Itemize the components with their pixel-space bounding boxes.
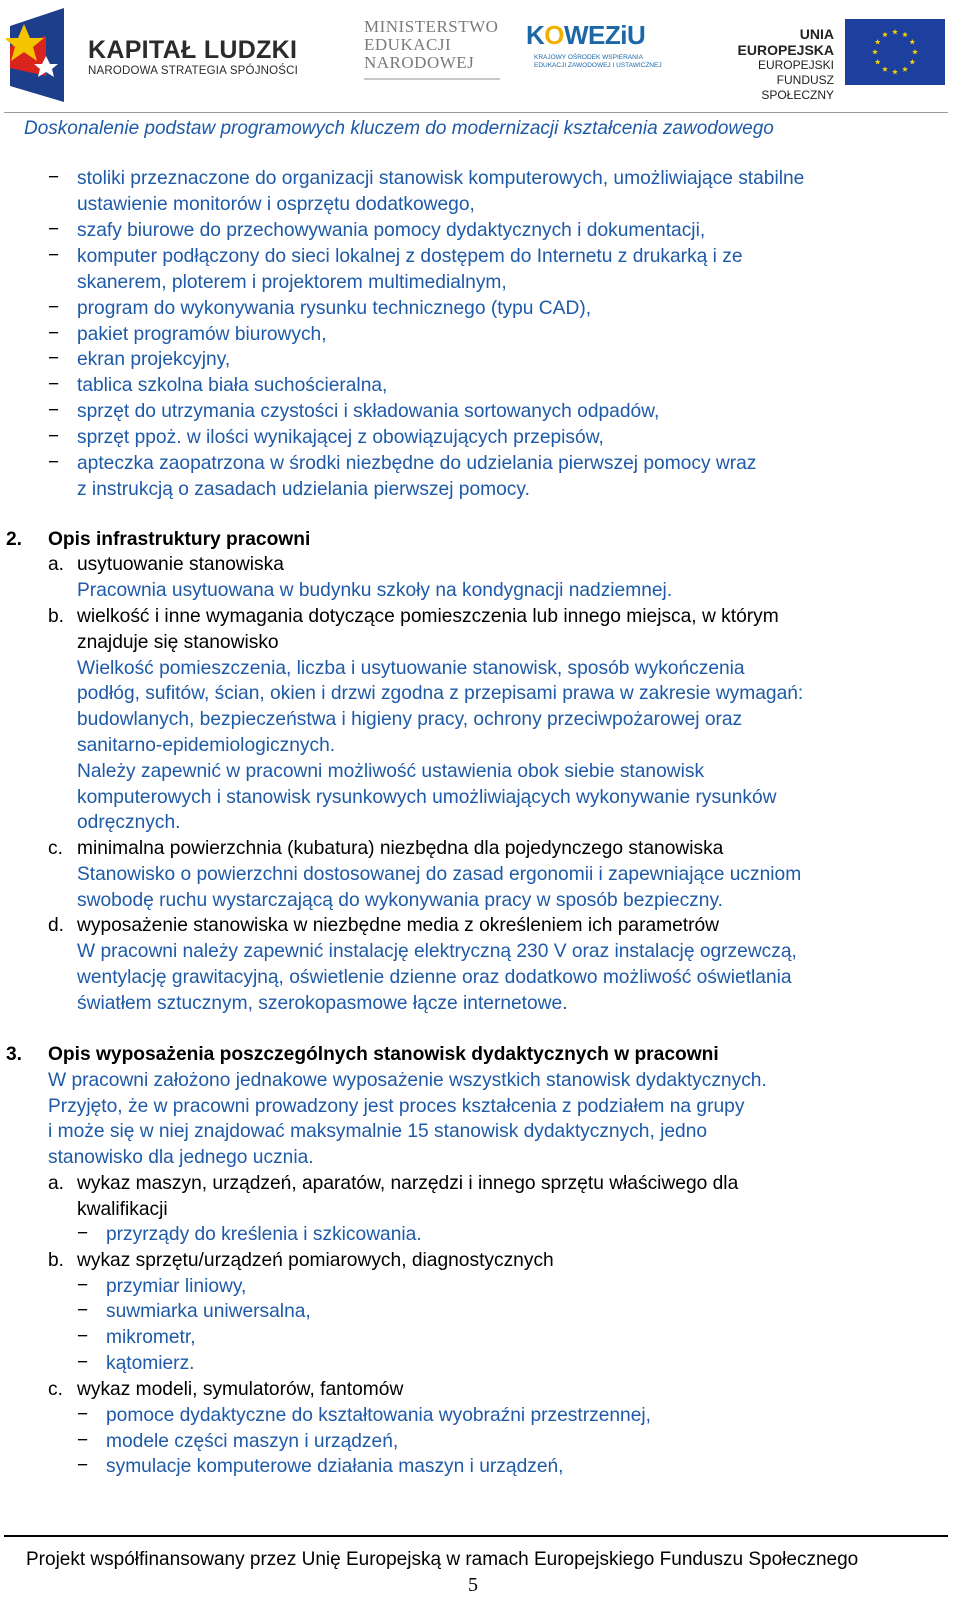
list-item-line: przymiar liniowy, [106,1276,247,1297]
list-dash: − [48,374,60,395]
paragraph-line: odręcznych. [77,812,181,833]
ue-line-1: UNIA EUROPEJSKA [737,26,834,58]
subsection-letter: a. [48,554,65,575]
paragraph-line: swobodę ruchu wystarczającą do wykonywania pracy w sposób bezpieczny. [77,890,723,911]
list-item-line: symulacje komputerowe działania maszyn i urządzeń, [106,1456,564,1477]
kowezu-sub-2: EDUKACJI ZAWODOWEJ I USTAWICZNEJ [534,62,662,69]
list-item-line: program do wykonywania rysunku technicznego (typu CAD), [77,298,592,319]
list-item-line: z instrukcją o zasadach udzielania pierwszej pomocy. [77,479,530,500]
list-dash: − [48,452,60,473]
list-dash: − [77,1326,89,1347]
paragraph-line: Stanowisko o powierzchni dostosowanej do zasad ergonomii i zapewniające uczniom [77,864,802,885]
kowezu-title-rest: WEZiU [564,20,646,50]
list-dash: − [48,297,60,318]
list-dash: − [48,167,60,188]
list-item-line: sprzęt ppoż. w ilości wynikającej z obowiązujących przepisów, [77,427,604,448]
footer-text: Projekt współfinansowany przez Unię Europejską w ramach Europejskiego Funduszu Społecznego [26,1549,859,1570]
subsection-heading: wykaz modeli, symulatorów, fantomów [77,1379,404,1400]
header-caption: Doskonalenie podstaw programowych kluczem do modernizacji kształcenia zawodowego [24,118,774,139]
list-item-line: pakiet programów biurowych, [77,324,327,345]
list-item-line: pomoce dydaktyczne do kształtowania wyobraźni przestrzennej, [106,1405,651,1426]
header-rule [4,112,948,113]
list-item-line: ustawienie monitorów i osprzętu dodatkowego, [77,194,475,215]
header-logos [0,0,960,112]
list-item-line: skanerem, ploterem i projektorem multimedialnym, [77,272,507,293]
list-dash: − [48,400,60,421]
eu-flag-icon [845,19,945,85]
footer-rule [4,1535,948,1537]
paragraph-line: komputerowych i stanowisk rysunkowych umożliwiających wykonywanie rysunków [77,787,777,808]
ue-line-3: FUNDUSZ SPOŁECZNY [761,73,834,102]
kowezu-title [526,20,662,50]
subsection-letter: c. [48,838,63,859]
list-item-line: stoliki przeznaczone do organizacji stanowisk komputerowych, umożliwiające stabilne [77,168,805,189]
ue-line-2: EUROPEJSKI [757,58,834,72]
subsection-heading: wyposażenie stanowiska w niezbędne media z określeniem ich parametrów [77,915,720,936]
paragraph-line: budowlanych, bezpieczeństwa i higieny pracy, ochrony przeciwpożarowej oraz [77,709,743,730]
paragraph-line: wentylację grawitacyjną, oświetlenie dzienne oraz dodatkowo możliwość oświetlania [77,967,792,988]
list-dash: − [77,1352,89,1373]
paragraph-line: stanowisko dla jednego ucznia. [48,1147,314,1168]
subsection-letter: a. [48,1173,65,1194]
section-heading: Opis infrastruktury pracowni [48,529,311,550]
section-number: 3. [6,1044,23,1065]
subsection-heading: wykaz sprzętu/urządzeń pomiarowych, diagnostycznych [77,1250,554,1271]
men-logo [364,18,498,72]
paragraph-line: sanitarno-epidemiologicznych. [77,735,336,756]
ue-logo-text [704,26,834,103]
subsection-letter: b. [48,606,65,627]
list-dash: − [77,1404,89,1425]
list-item-line: suwmiarka uniwersalna, [106,1301,311,1322]
paragraph-line: W pracowni należy zapewnić instalację elektryczną 230 V oraz instalację ogrzewczą, [77,941,797,962]
subsection-heading: kwalifikacji [77,1199,168,1220]
kapital-ludzki-subtitle: NARODOWA STRATEGIA SPÓJNOŚCI [88,65,299,77]
subsection-heading: znajduje się stanowisko [77,632,279,653]
men-line-1: MINISTERSTWO [364,17,499,36]
subsection-heading: wykaz maszyn, urządzeń, aparatów, narzędzi i innego sprzętu właściwego dla [77,1173,739,1194]
subsection-letter: d. [48,915,65,936]
list-item-line: komputer podłączony do sieci lokalnej z dostępem do Internetu z drukarką i ze [77,246,743,267]
paragraph-line: Wielkość pomieszczenia, liczba i usytuowanie stanowisk, sposób wykończenia [77,658,745,679]
list-dash: − [48,219,60,240]
list-dash: − [77,1223,89,1244]
page-number: 5 [468,1574,478,1596]
subsection-letter: c. [48,1379,63,1400]
list-dash: − [48,245,60,266]
list-item-line: przyrządy do kreślenia i szkicowania. [106,1224,422,1245]
list-item-line: sprzęt do utrzymania czystości i składowania sortowanych odpadów, [77,401,660,422]
paragraph-line: W pracowni założono jednakowe wyposażenie wszystkich stanowisk dydaktycznych. [48,1070,767,1091]
list-item-line: tablica szkolna biała suchościeralna, [77,375,388,396]
list-item-line: ekran projekcyjny, [77,349,231,370]
paragraph-line: Należy zapewnić w pracowni możliwość ustawienia obok siebie stanowisk [77,761,705,782]
kowezu-sub-1: KRAJOWY OŚRODEK WSPIERANIA [534,54,643,61]
kowezu-logo [526,20,662,70]
kowezu-title-o: O [544,20,565,50]
subsection-letter: b. [48,1250,65,1271]
men-line-3: NARODOWEJ [364,53,475,72]
paragraph-line: światłem sztucznym, szerokopasmowe łącze internetowe. [77,993,568,1014]
kapital-ludzki-flag-icon [6,6,68,102]
paragraph-line: Pracownia usytuowana w budynku szkoły na kondygnacji nadziemnej. [77,580,673,601]
subsection-heading: minimalna powierzchnia (kubatura) niezbędna dla pojedynczego stanowiska [77,838,724,859]
list-item-line: apteczka zaopatrzona w środki niezbędne do udzielania pierwszej pomocy wraz [77,453,757,474]
section-number: 2. [6,529,23,550]
list-item-line: szafy biurowe do przechowywania pomocy dydaktycznych i dokumentacji, [77,220,706,241]
section-heading: Opis wyposażenia poszczególnych stanowisk dydaktycznych w pracowni [48,1044,719,1065]
men-underline [364,78,500,80]
list-dash: − [48,426,60,447]
kapital-ludzki-title: KAPITAŁ LUDZKI [88,36,298,64]
list-dash: − [77,1275,89,1296]
men-line-2: EDUKACJI [364,35,452,54]
list-dash: − [77,1300,89,1321]
list-item-line: modele części maszyn i urządzeń, [106,1431,399,1452]
list-dash: − [77,1430,89,1451]
subsection-heading: wielkość i inne wymagania dotyczące pomieszczenia lub innego miejsca, w którym [77,606,779,627]
list-item-line: kątomierz. [106,1353,195,1374]
paragraph-line: i może się w niej znajdować maksymalnie 15 stanowisk dydaktycznych, jedno [48,1121,708,1142]
kapital-ludzki-logo [88,36,298,78]
kowezu-title-k: K [526,20,545,50]
subsection-heading: usytuowanie stanowiska [77,554,284,575]
list-dash: − [48,323,60,344]
list-dash: − [77,1455,89,1476]
kowezu-subtitle [534,54,662,70]
list-dash: − [48,348,60,369]
paragraph-line: podłóg, sufitów, ścian, okien i drzwi zgodna z przepisami prawa w zakresie wymagań: [77,683,804,704]
paragraph-line: Przyjęto, że w pracowni prowadzony jest proces kształcenia z podziałem na grupy [48,1096,745,1117]
list-item-line: mikrometr, [106,1327,196,1348]
